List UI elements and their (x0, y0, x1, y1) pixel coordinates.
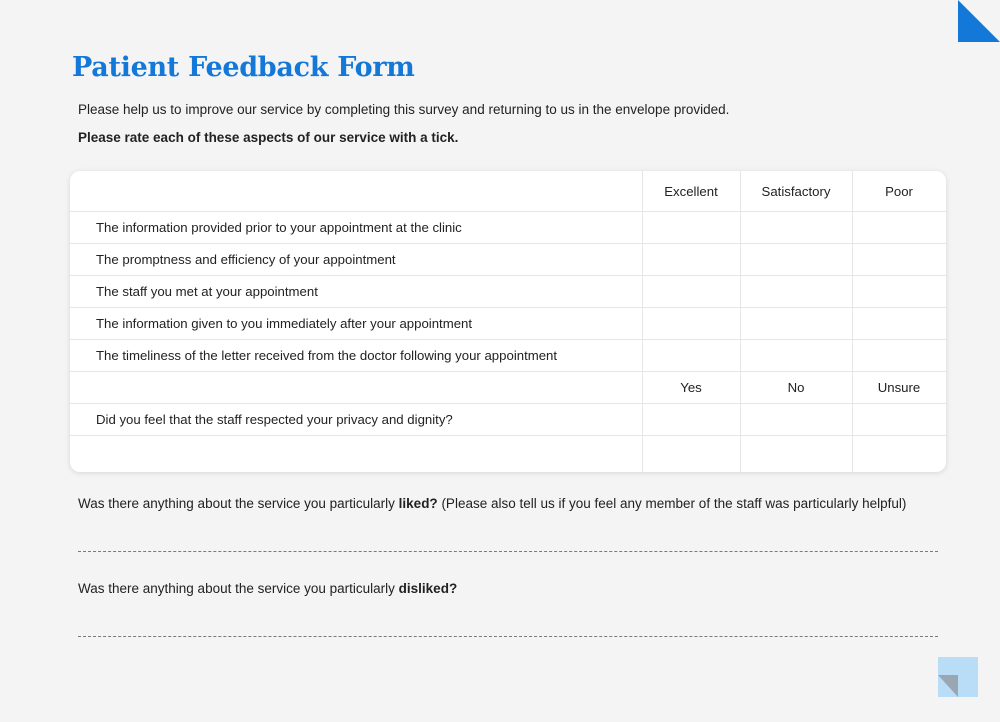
tick-cell-poor[interactable] (852, 339, 946, 371)
tick-cell-unsure[interactable] (852, 435, 946, 472)
header-unsure: Unsure (877, 379, 921, 395)
tick-cell-unsure[interactable] (852, 403, 946, 435)
yesno-header-row (70, 371, 946, 404)
header-excellent: Excellent (664, 183, 718, 199)
table-row (70, 275, 946, 308)
tick-cell-no[interactable] (740, 435, 852, 472)
table-row (70, 403, 946, 436)
tick-cell-yes[interactable] (642, 435, 740, 472)
tick-cell-satisfactory[interactable] (740, 339, 852, 371)
rating-header-row (70, 171, 946, 212)
tick-cell-poor[interactable] (852, 211, 946, 243)
tick-cell-satisfactory[interactable] (740, 211, 852, 243)
question-label: The timeliness of the letter received from the doctor following your appointment (96, 347, 558, 363)
liked-answer-line[interactable] (78, 551, 938, 552)
liked-question-suffix: (Please also tell us if you feel any member of the staff was particularly helpful) (437, 496, 907, 511)
tick-cell-poor[interactable] (852, 243, 946, 275)
header-poor: Poor (885, 183, 913, 199)
question-label: Did you feel that the staff respected your privacy and dignity? (96, 411, 453, 427)
liked-question-prefix: Was there anything about the service you particularly (78, 496, 399, 511)
header-no: No (787, 379, 805, 395)
question-label: The staff you met at your appointment (96, 283, 318, 299)
tick-cell-excellent[interactable] (642, 243, 740, 275)
table-row (70, 211, 946, 244)
corner-triangle-icon (958, 0, 1000, 42)
disliked-question-emphasis: disliked? (398, 581, 458, 596)
table-row (70, 243, 946, 276)
liked-question (78, 496, 906, 511)
disliked-question-prefix: Was there anything about the service you particularly (78, 581, 399, 596)
page-title: Patient Feedback Form (72, 52, 415, 83)
tick-cell-no[interactable] (740, 403, 852, 435)
tick-cell-excellent[interactable] (642, 275, 740, 307)
tick-cell-satisfactory[interactable] (740, 275, 852, 307)
tick-cell-satisfactory[interactable] (740, 243, 852, 275)
table-row (70, 435, 946, 472)
header-satisfactory: Satisfactory (761, 183, 831, 199)
tick-cell-excellent[interactable] (642, 307, 740, 339)
folded-corner-icon (938, 657, 978, 697)
tick-cell-excellent[interactable] (642, 211, 740, 243)
tick-cell-yes[interactable] (642, 403, 740, 435)
question-label: The promptness and efficiency of your appointment (96, 251, 396, 267)
question-label: The information given to you immediately after your appointment (96, 315, 473, 331)
instruction-text: Please rate each of these aspects of our service with a tick. (78, 130, 459, 145)
intro-text: Please help us to improve our service by completing this survey and returning to us in the envelope provided. (78, 102, 730, 117)
tick-cell-satisfactory[interactable] (740, 307, 852, 339)
tick-cell-poor[interactable] (852, 275, 946, 307)
disliked-answer-line[interactable] (78, 636, 938, 637)
question-label: The information provided prior to your appointment at the clinic (96, 219, 462, 235)
table-row (70, 339, 946, 372)
header-yes: Yes (680, 379, 702, 395)
disliked-question (78, 581, 457, 596)
tick-cell-poor[interactable] (852, 307, 946, 339)
tick-cell-excellent[interactable] (642, 339, 740, 371)
rating-table (70, 171, 946, 472)
liked-question-emphasis: liked? (398, 496, 438, 511)
table-row (70, 307, 946, 340)
